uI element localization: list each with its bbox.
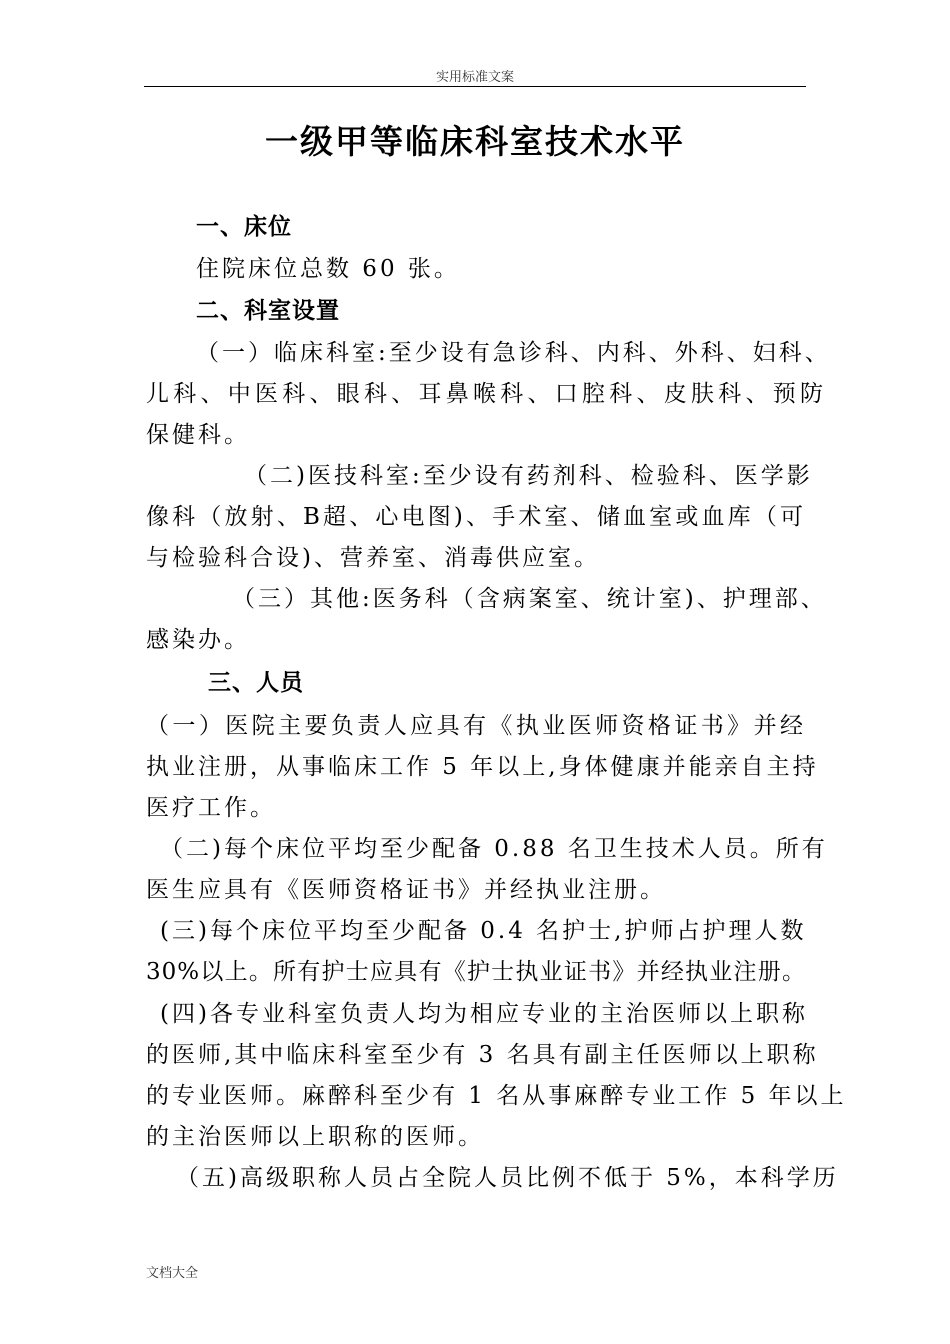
header-divider [144,86,806,87]
paragraph-line: 执业注册，从事临床工作 5 年以上,身体健康并能亲自主持 [146,754,819,780]
paragraph-line: 的专业医师。麻醉科至少有 1 名从事麻醉专业工作 5 年以上 [146,1083,847,1109]
page-footer: 文档大全 [146,1266,199,1281]
paragraph-line: 感染办。 [146,627,250,653]
paragraph-line: （一）医院主要负责人应具有《执业医师资格证书》并经 [146,713,806,739]
page-header: 实用标准文案 [435,70,514,85]
paragraph-line: 的主治医师以上职称的医师。 [146,1124,484,1150]
section-heading-beds: 一、床位 [196,214,292,240]
paragraph-line: 像科（放射、B超、心电图)、手术室、储血室或血库（可 [146,504,806,530]
paragraph-line: （二)每个床位平均至少配备 0.88 名卫生技术人员。所有 [160,836,828,862]
paragraph-line: 医生应具有《医师资格证书》并经执业注册。 [146,877,666,903]
paragraph-line: 儿科、中医科、眼科、耳鼻喉科、口腔科、皮肤科、预防 [146,381,826,407]
paragraph-line: (三)每个床位平均至少配备 0.4 名护士,护师占护理人数 [160,918,807,944]
section-heading-departments: 二、科室设置 [196,298,340,324]
paragraph-line: （五)高级职称人员占全院人员比例不低于 5%，本科学历 [176,1165,839,1191]
paragraph-line: 医疗工作。 [146,795,276,821]
document-title: 一级甲等临床科室技术水平 [265,122,685,161]
paragraph-line: 与检验科合设)、营养室、消毒供应室。 [146,545,600,571]
paragraph-line: 的医师,其中临床科室至少有 3 名具有副主任医师以上职称 [146,1042,819,1068]
paragraph-line: (四)各专业科室负责人均为相应专业的主治医师以上职称 [160,1001,808,1027]
paragraph-line: （一）临床科室:至少设有急诊科、内科、外科、妇科、 [196,340,831,366]
paragraph-line: 住院床位总数 60 张。 [196,256,460,282]
paragraph-line: 30%以上。所有护士应具有《护士执业证书》并经执业注册。 [146,959,806,985]
section-heading-staff: 三、人员 [208,670,304,696]
paragraph-line: 保健科。 [146,422,250,448]
paragraph-line: （二)医技科室:至少设有药剂科、检验科、医学影 [244,463,813,489]
paragraph-line: （三）其他:医务科（含病案室、统计室)、护理部、 [232,586,827,612]
